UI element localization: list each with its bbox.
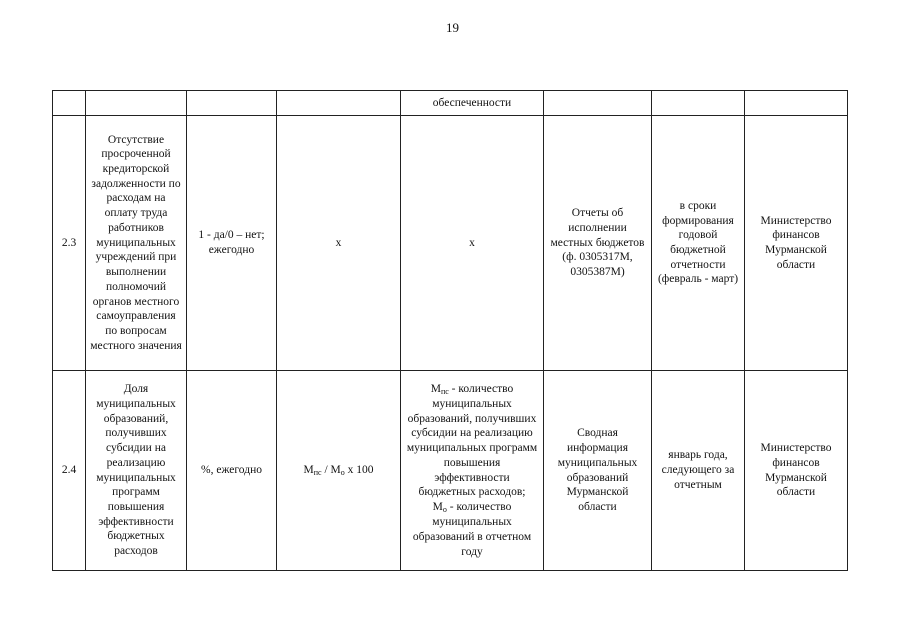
formula-description: x (401, 116, 544, 371)
calculation-formula (277, 371, 401, 571)
formula-description (401, 371, 544, 571)
unit-frequency: %, ежегодно (187, 371, 277, 571)
responsible-body: Министерство финансов Мурманской области (745, 371, 848, 571)
cell-empty (652, 91, 745, 116)
table-row (53, 116, 848, 371)
formula-m: М (303, 463, 314, 476)
unit-frequency: 1 - да/0 – нет; ежегодно (187, 116, 277, 371)
description-part (405, 500, 539, 559)
formula-divider: / М (321, 463, 341, 476)
formula-subscript: о (340, 467, 345, 477)
var-m: М (430, 382, 441, 395)
indicator-table (52, 90, 848, 571)
indicator-name: Отсутствие просроченной кредиторской задолженности по расходам на оплату труда работников муниципальных учреждений при выполнении полномочий органов местного самоуправления по вопросам местного значения (86, 116, 187, 371)
page-number: 19 (446, 20, 459, 35)
calculation-formula: x (277, 116, 401, 371)
var-m: М (432, 500, 443, 513)
row-number: 2.4 (53, 371, 86, 571)
indicator-name: Доля муниципальных образований, получивших субсидии на реализацию муниципальных программ повышения эффективности бюджетных расходов (86, 371, 187, 571)
reporting-deadline: январь года, следующего за отчетным (652, 371, 745, 571)
cell-empty (53, 91, 86, 116)
cell-empty (277, 91, 401, 116)
data-source: Сводная информация муниципальных образований Мурманской области (544, 371, 652, 571)
cell-empty (187, 91, 277, 116)
cell-empty (745, 91, 848, 116)
data-source: Отчеты об исполнении местных бюджетов (ф. 0305317М, 0305387М) (544, 116, 652, 371)
var-subscript: о (442, 504, 447, 514)
table-row-carryover (53, 91, 848, 116)
formula-subscript: пс (313, 467, 322, 477)
cell-empty (544, 91, 652, 116)
var-definition: - количество муниципальных образований в отчетном году (412, 500, 532, 558)
var-definition: - количество муниципальных образований, получивших субсидии на реализацию муниципальных программ повышения эффективности бюджетных расходов; (406, 382, 538, 499)
table-row (53, 371, 848, 571)
var-subscript: пс (440, 386, 449, 396)
cell-empty (86, 91, 187, 116)
cell-description: обеспеченности (401, 91, 544, 116)
reporting-deadline: в сроки формирования годовой бюджетной отчетности (февраль - март) (652, 116, 745, 371)
row-number: 2.3 (53, 116, 86, 371)
responsible-body: Министерство финансов Мурманской области (745, 116, 848, 371)
description-part (405, 382, 539, 500)
formula-tail: х 100 (344, 463, 374, 476)
